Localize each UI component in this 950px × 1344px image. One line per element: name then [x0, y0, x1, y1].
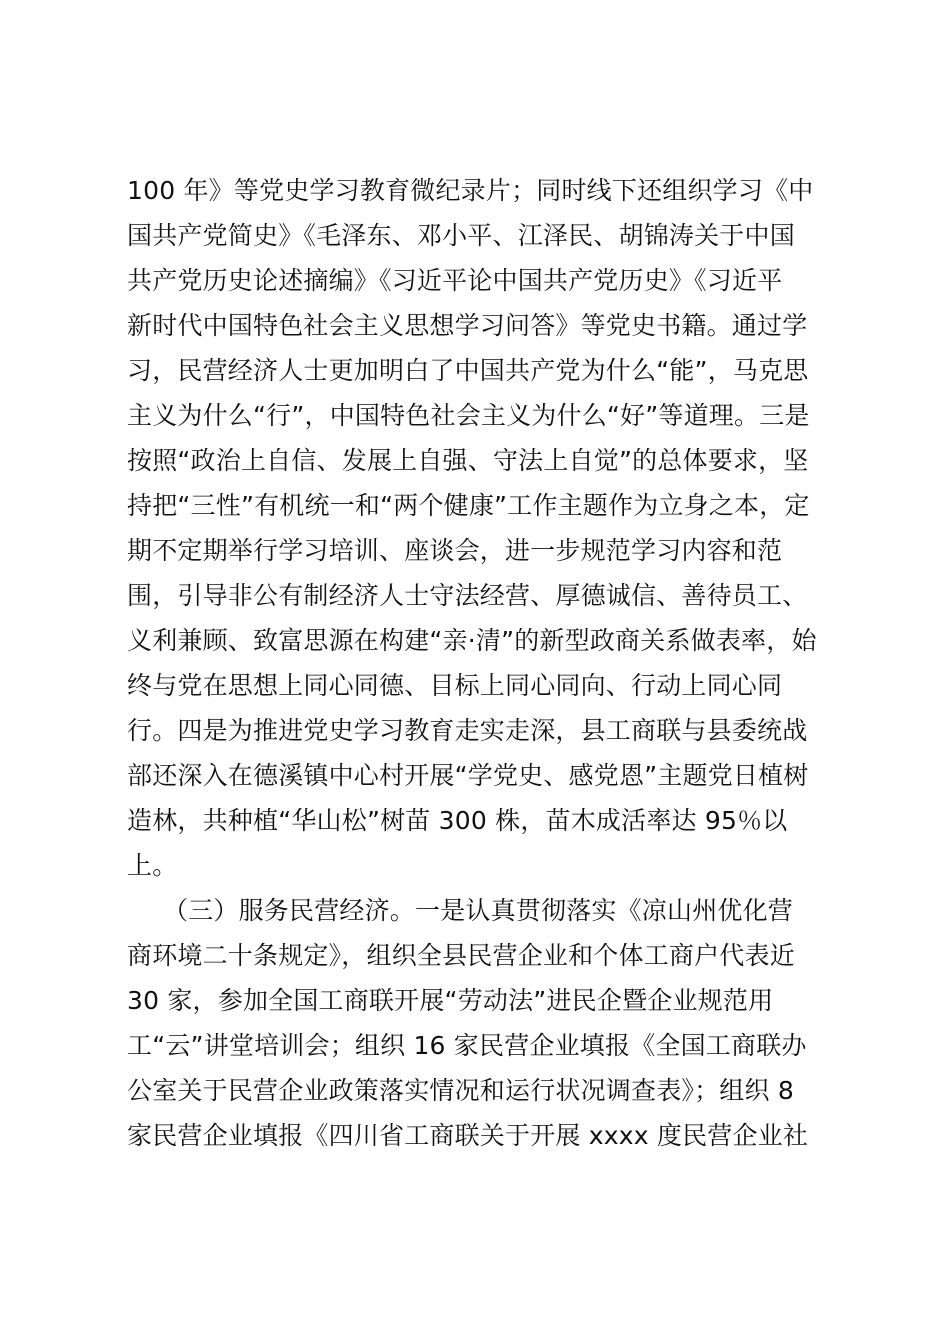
text-line: 按照“政治上自信、发展上自强、守法上自觉”的总体要求，坚: [127, 446, 809, 475]
text-line: 义利兼顾、致富思源在构建“亲·清”的新型政商关系做表率，始: [127, 626, 817, 655]
text-line: 造林，共种植“华山松”树苗 300 株，苗木成活率达 95％以: [127, 806, 788, 835]
text-line: 国共产党简史》《毛泽东、邓小平、江泽民、胡锦涛关于中国: [127, 221, 795, 250]
text-line: 工“云”讲堂培训会；组织 16 家民营企业填报《全国工商联办: [127, 1031, 807, 1060]
text-line: 终与党在思想上同心同德、目标上同心同向、行动上同心同: [127, 671, 783, 700]
text-line: 共产党历史论述摘编》《习近平论中国共产党历史》《习近平: [127, 266, 783, 295]
text-line: 100 年》等党史学习教育微纪录片；同时线下还组织学习《中: [127, 176, 814, 205]
text-line: 部还深入在德溪镇中心村开展“学党史、感党恩”主题党日植树: [127, 761, 809, 790]
text-line: 30 家，参加全国工商联开展“劳动法”进民企暨企业规范用: [127, 986, 774, 1015]
text-line: 围，引导非公有制经济人士守法经营、厚德诚信、善待员工、: [127, 581, 808, 610]
text-line: 家民营企业填报《四川省工商联关于开展 xxxx 度民营企业社: [127, 1121, 809, 1150]
text-line: 公室关于民营企业政策落实情况和运行状况调查表》；组织 8: [127, 1076, 794, 1105]
text-line: 主义为什么“行”，中国特色社会主义为什么“好”等道理。三是: [127, 401, 810, 430]
text-line: 持把“三性”有机统一和“两个健康”工作主题作为立身之本，定: [127, 491, 810, 520]
section-heading-line: （三）服务民营经济。一是认真贯彻落实《凉山州优化营: [163, 896, 794, 925]
text-line: 商环境二十条规定》，组织全县民营企业和个体工商户代表近: [127, 941, 795, 970]
text-line: 行。四是为推进党史学习教育走实走深，县工商联与县委统战: [127, 716, 808, 745]
text-line: 新时代中国特色社会主义思想学习问答》等党史书籍。通过学: [127, 311, 808, 340]
text-line: 期不定期举行学习培训、座谈会，进一步规范学习内容和范: [127, 536, 783, 565]
text-line: 上。: [127, 851, 178, 880]
document-body: [127, 168, 827, 1158]
text-line: 习，民营经济人士更加明白了中国共产党为什么“能”，马克思: [127, 356, 809, 385]
